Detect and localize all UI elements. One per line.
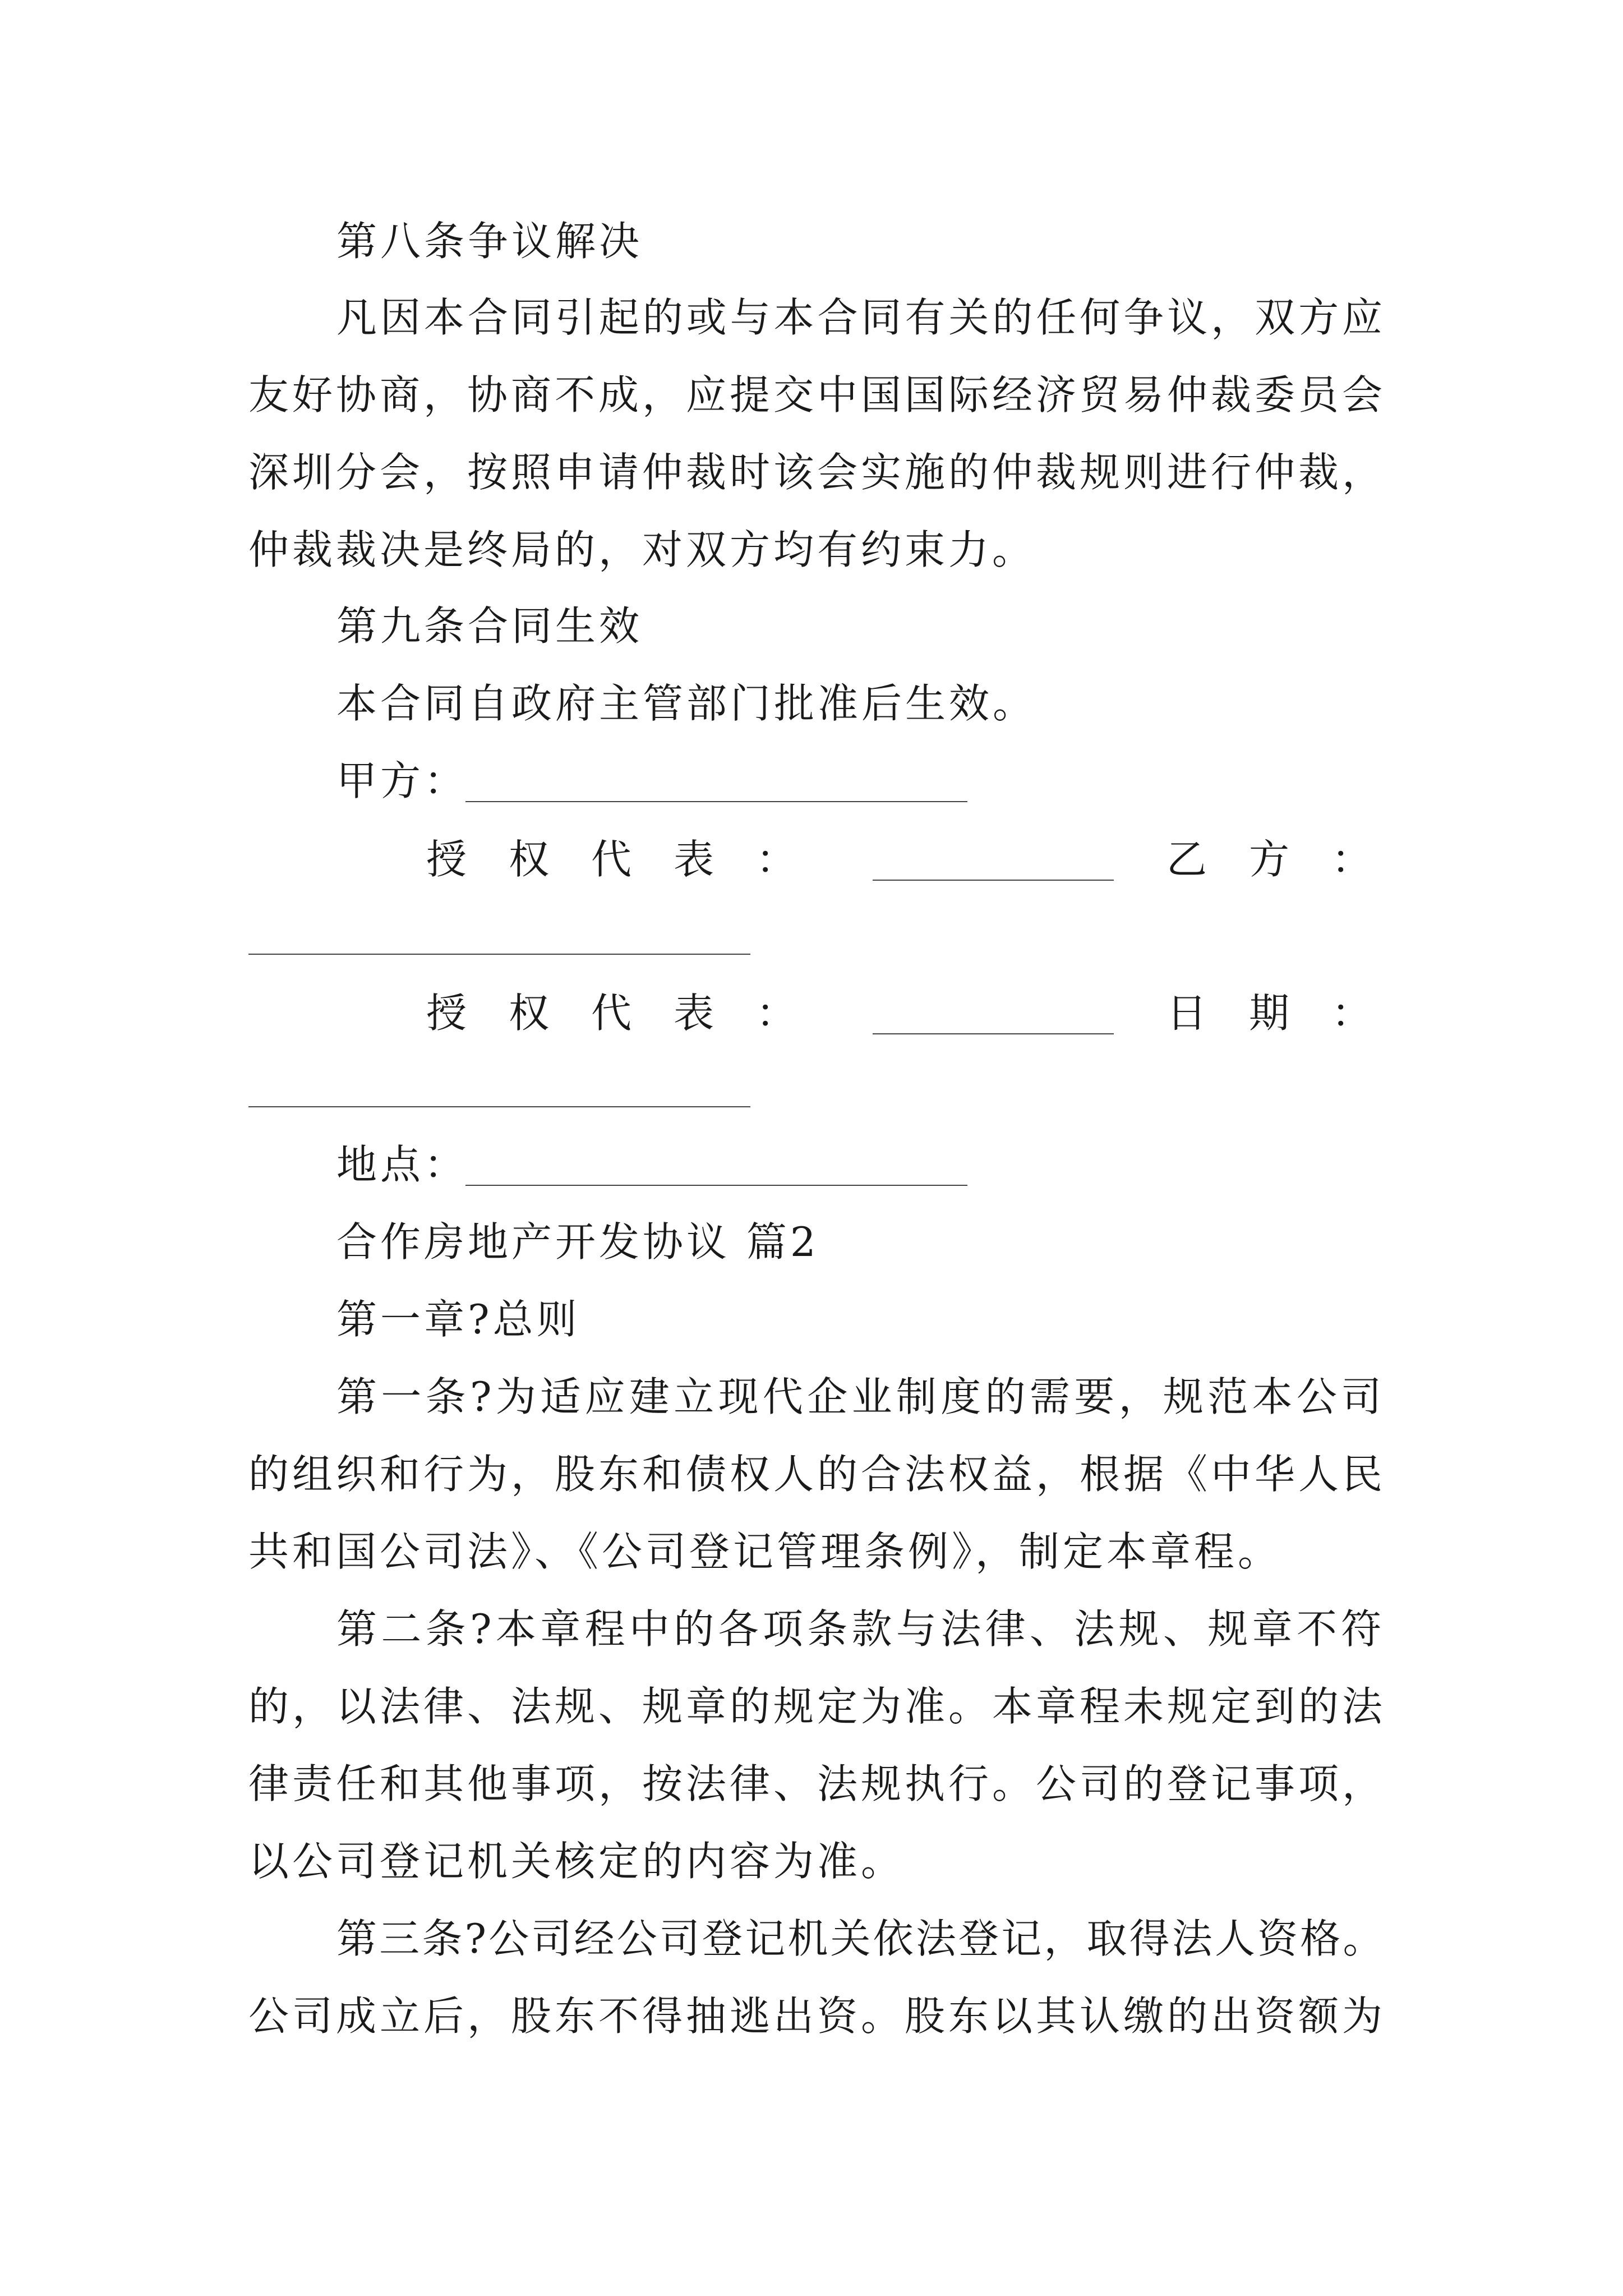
label-char: 期 <box>1248 990 1289 1037</box>
authorized-rep-blank <box>873 1033 1114 1034</box>
party-b-label <box>1166 836 1372 883</box>
article-2-line: 律责任和其他事项，按法律、法规执行。公司的登记事项， <box>248 1760 1386 1807</box>
party-a-blank <box>465 801 967 802</box>
label-char: 表 <box>673 990 714 1037</box>
article-1-line: 第一条?为适应建立现代企业制度的需要，规范本公司 <box>336 1373 1386 1420</box>
article-8-paragraph-line: 凡因本合同引起的或与本合同有关的任何争议，双方应 <box>336 294 1386 341</box>
article-2-line: 第二条?本章程中的各项条款与法律、法规、规章不符 <box>336 1605 1386 1653</box>
label-char: 授 <box>426 990 467 1037</box>
place-label: 地点： <box>336 1141 468 1188</box>
label-char: 代 <box>591 990 631 1037</box>
label-char: 权 <box>508 990 549 1037</box>
date-blank <box>248 1106 750 1107</box>
article-8-paragraph-line: 深圳分会，按照申请仲裁时该会实施的仲裁规则进行仲裁， <box>248 449 1386 496</box>
article-8-paragraph-line: 仲裁裁决是终局的，对双方均有约束力。 <box>248 526 1036 573</box>
place-blank <box>465 1185 967 1186</box>
party-b-blank <box>248 954 750 955</box>
authorized-rep-label <box>426 836 796 883</box>
authorized-rep-blank <box>873 880 1114 881</box>
article-9-heading: 第九条合同生效 <box>336 602 643 650</box>
article-9-paragraph: 本合同自政府主管部门批准后生效。 <box>336 680 1037 727</box>
article-8-heading: 第八条争议解决 <box>336 218 643 265</box>
article-2-line: 以公司登记机关核定的内容为准。 <box>248 1838 905 1885</box>
article-3-line: 第三条?公司经公司登记机关依法登记，取得法人资格。 <box>336 1915 1386 1962</box>
article-1-line: 共和国公司法》、《公司登记管理条例》，制定本章程。 <box>248 1528 1282 1575</box>
authorized-rep-label <box>426 990 796 1037</box>
label-char: 授 <box>426 836 467 883</box>
section-title: 合作房地产开发协议 篇2 <box>336 1218 819 1266</box>
label-char: 日 <box>1166 990 1207 1037</box>
chapter-heading: 第一章?总则 <box>336 1296 580 1343</box>
label-char: 表 <box>673 836 714 883</box>
article-8-paragraph-line: 友好协商，协商不成，应提交中国国际经济贸易仲裁委员会 <box>248 371 1386 418</box>
label-char: ： <box>755 836 796 883</box>
article-2-line: 的，以法律、法规、规章的规定为准。本章程未规定到的法 <box>248 1683 1386 1730</box>
label-char: ： <box>755 990 796 1037</box>
label-char: ： <box>1331 836 1372 883</box>
date-label <box>1166 990 1372 1037</box>
label-char: 代 <box>591 836 631 883</box>
party-a-label: 甲方： <box>336 757 468 804</box>
article-3-line: 公司成立后，股东不得抽逃出资。股东以其认缴的出资额为 <box>248 1993 1386 2040</box>
article-1-line: 的组织和行为，股东和债权人的合法权益，根据《中华人民 <box>248 1451 1386 1498</box>
label-char: ： <box>1331 990 1372 1037</box>
label-char: 权 <box>508 836 549 883</box>
label-char: 乙 <box>1166 836 1207 883</box>
label-char: 方 <box>1248 836 1289 883</box>
